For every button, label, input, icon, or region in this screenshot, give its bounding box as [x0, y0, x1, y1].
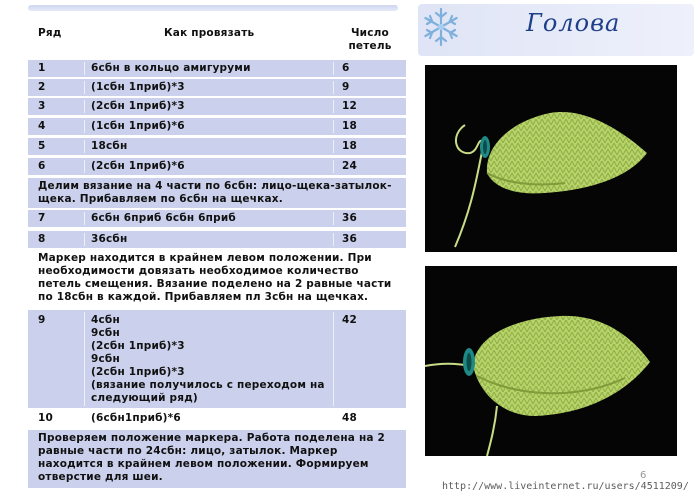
row-number: 8 — [38, 233, 46, 245]
row-instructions: 6сбн в кольцо амигуруми — [91, 62, 251, 74]
row-count: 18 — [342, 120, 358, 132]
section-title-banner — [418, 4, 694, 56]
row-instructions: (2сбн 1приб)*3 — [91, 100, 185, 112]
note-row — [28, 430, 406, 488]
header-how-label: Как провязать — [164, 27, 255, 39]
row-number: 1 — [38, 62, 46, 74]
note-row — [28, 250, 406, 308]
row-instructions: (6сбн1приб)*6 — [91, 412, 181, 424]
row-number: 9 — [38, 314, 46, 326]
table-row — [28, 79, 406, 96]
row-number: 6 — [38, 160, 46, 172]
row-count: 42 — [342, 314, 358, 326]
row-count: 18 — [342, 140, 358, 152]
note-row — [28, 178, 406, 208]
table-row — [28, 410, 406, 427]
snowflake-icon — [420, 6, 462, 48]
top-decor-line — [28, 5, 398, 11]
row-number: 3 — [38, 100, 46, 112]
crochet-photo-bottom — [425, 266, 677, 456]
source-url-watermark: http://www.liveinternet.ru/users/4511209/ — [442, 481, 689, 492]
row-instructions: 18сбн — [91, 140, 128, 152]
row-instructions: 4сбн 9сбн (2сбн 1приб)*3 9сбн (2сбн 1приб)*3 (вязание получилось с переходом на следующий ряд) — [91, 314, 325, 404]
row-count: 36 — [342, 233, 358, 245]
row-instructions: (1сбн 1приб)*3 — [91, 81, 185, 93]
crochet-photo-top — [425, 65, 677, 252]
note-text: Проверяем положение маркера. Работа поделена на 2 равные части по 24сбн: лицо, затылок. Маркер находится в крайнем левом положении. Формируем отверстие для шеи. — [38, 432, 386, 483]
page-title: Голова — [526, 9, 621, 37]
row-instructions: (2сбн 1приб)*6 — [91, 160, 185, 172]
table-row — [28, 158, 406, 175]
note-text: Делим вязание на 4 части по 6сбн: лицо-щека-затылок- щека. Прибавляем по 6сбн на щечках. — [38, 180, 392, 205]
header-row-label: Ряд — [38, 27, 62, 39]
row-instructions: 6сбн 6приб 6сбн 6приб — [91, 212, 236, 224]
table-row — [28, 231, 406, 248]
table-row — [28, 118, 406, 135]
note-text: Маркер находится в крайнем левом положении. При необходимости довязать необходимое количество петель смещения. Вязание поделено на 2 равные части по 18сбн в каждой. Прибавляем пл 3сбн на щечках. — [38, 252, 392, 303]
row-count: 36 — [342, 212, 358, 224]
row-number: 4 — [38, 120, 46, 132]
row-number: 5 — [38, 140, 46, 152]
table-header — [28, 20, 406, 60]
row-number: 10 — [38, 412, 54, 424]
crochet-head-image — [425, 266, 677, 456]
row-number: 2 — [38, 81, 46, 93]
row-count: 6 — [342, 62, 350, 74]
row-count: 9 — [342, 81, 350, 93]
table-row — [28, 310, 406, 408]
page-number: 6 — [640, 470, 647, 481]
header-count-label: Число петель — [348, 27, 392, 52]
crochet-head-image — [425, 65, 677, 252]
table-row — [28, 138, 406, 155]
table-row — [28, 210, 406, 227]
row-count: 48 — [342, 412, 358, 424]
row-number: 7 — [38, 212, 46, 224]
row-instructions: (1сбн 1приб)*6 — [91, 120, 185, 132]
row-instructions: 36сбн — [91, 233, 128, 245]
table-row — [28, 60, 406, 77]
row-count: 24 — [342, 160, 358, 172]
pattern-table — [28, 20, 406, 492]
table-row — [28, 98, 406, 115]
row-count: 12 — [342, 100, 358, 112]
